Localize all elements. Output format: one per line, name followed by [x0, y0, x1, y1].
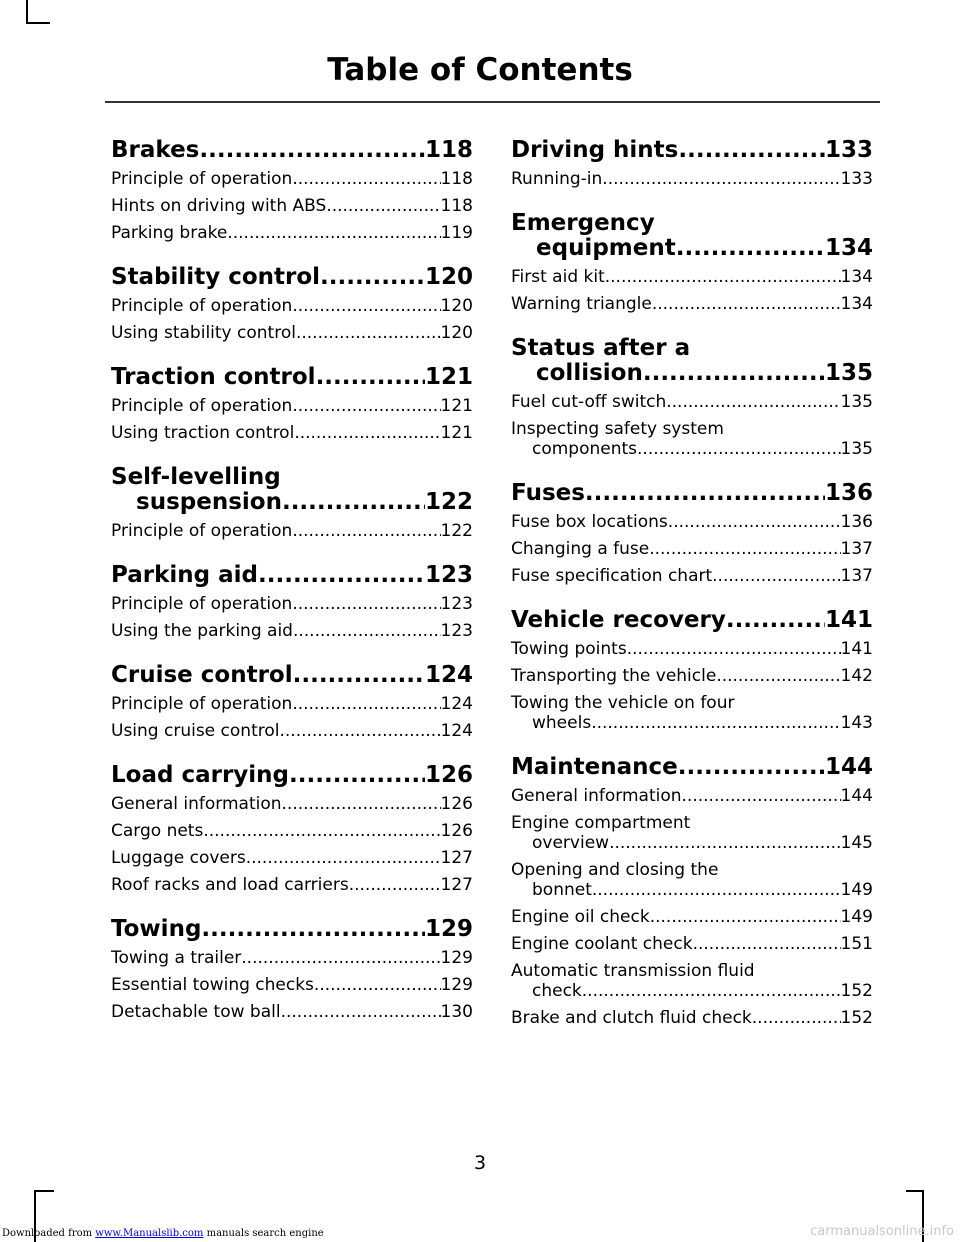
entry-page: 134 [840, 267, 873, 287]
section-heading[interactable] [111, 763, 473, 788]
toc-entry[interactable] [511, 813, 873, 853]
entry-label: Fuel cut-off switch [511, 392, 667, 412]
dot-leader [289, 763, 425, 788]
entry-label: Changing a fuse [511, 539, 650, 559]
entry-page: 118 [440, 196, 473, 216]
toc-entry[interactable] [111, 323, 473, 343]
toc-entry[interactable] [511, 539, 873, 559]
section-title: Self-levelling [111, 464, 281, 490]
section-heading[interactable] [511, 138, 873, 163]
entry-page: 149 [840, 880, 873, 900]
dot-leader [609, 833, 840, 853]
entry-page: 142 [840, 666, 873, 686]
crop-mark-top-left [26, 0, 28, 24]
dot-leader [668, 512, 841, 532]
entry-label: Automatic transmission fluid [511, 961, 755, 981]
section-title-line2: suspension [136, 489, 282, 515]
entry-page: 124 [440, 694, 473, 714]
entry-label: Principle of operation [111, 169, 293, 189]
dot-leader [650, 907, 841, 927]
section-title-continued [511, 236, 873, 261]
entry-page: 126 [440, 794, 473, 814]
entry-label-line2: overview [532, 833, 610, 853]
section-title: Load carrying [111, 762, 290, 788]
toc-section [511, 336, 873, 459]
dot-leader [678, 755, 825, 780]
dot-leader [649, 539, 840, 559]
entry-page: 129 [440, 975, 473, 995]
entry-label: Opening and closing the [511, 860, 719, 880]
page-number: 3 [473, 1152, 487, 1174]
entry-label: Hints on driving with ABS [111, 196, 327, 216]
entry-label: Principle of operation [111, 296, 293, 316]
dot-leader [326, 196, 440, 216]
toc-entry[interactable] [111, 875, 473, 895]
entry-label-continued [511, 981, 873, 1001]
dot-leader [716, 666, 840, 686]
entry-page: 127 [440, 848, 473, 868]
entry-page: 145 [840, 833, 873, 853]
toc-entry[interactable] [111, 975, 473, 995]
footer-suffix: manuals search engine [203, 1228, 324, 1239]
section-title-continued [511, 361, 873, 386]
entry-page: 136 [840, 512, 873, 532]
toc-entry[interactable] [111, 821, 473, 841]
toc-section [111, 465, 473, 541]
dot-leader [258, 563, 425, 588]
section-page: 136 [824, 480, 873, 506]
section-title: Driving hints [511, 137, 679, 163]
title-divider [105, 101, 880, 103]
dot-leader [296, 323, 441, 343]
toc-entry[interactable] [111, 396, 473, 416]
entry-label: Roof racks and load carriers [111, 875, 349, 895]
entry-label-continued [511, 439, 873, 459]
entry-label: Using the parking aid [111, 621, 293, 641]
toc-entry[interactable] [111, 594, 473, 614]
dot-leader [241, 948, 440, 968]
entry-page: 135 [840, 439, 873, 459]
entry-label: Detachable tow ball [111, 1002, 281, 1022]
entry-page: 143 [840, 713, 873, 733]
dot-leader [293, 621, 441, 641]
watermark: carmanualsonline.info [810, 1224, 954, 1239]
toc-entry[interactable] [111, 169, 473, 189]
crop-mark-bottom-left [34, 1190, 54, 1192]
entry-page: 121 [440, 423, 473, 443]
section-page: 120 [424, 264, 473, 290]
dot-leader [693, 934, 841, 954]
toc-entry[interactable] [511, 786, 873, 806]
toc-entry[interactable] [511, 907, 873, 927]
entry-label-continued [511, 713, 873, 733]
dot-leader [585, 481, 825, 506]
section-heading[interactable] [111, 663, 473, 688]
entry-page: 144 [840, 786, 873, 806]
entry-page: 129 [440, 948, 473, 968]
toc-section [111, 563, 473, 641]
dot-leader [652, 294, 841, 314]
toc-entry[interactable] [111, 794, 473, 814]
section-title-line2: equipment [536, 235, 676, 261]
entry-label: Towing points [511, 639, 627, 659]
section-heading[interactable] [511, 755, 873, 780]
toc-entry[interactable] [511, 639, 873, 659]
dot-leader [676, 236, 825, 261]
entry-label: Fuse box locations [511, 512, 668, 532]
entry-label: General information [111, 794, 282, 814]
section-heading[interactable] [111, 917, 473, 942]
dot-leader [602, 169, 840, 189]
toc-entry[interactable] [511, 169, 873, 189]
toc-section [511, 755, 873, 1028]
toc-section [511, 138, 873, 189]
toc-right-column [511, 138, 873, 1050]
section-title: Fuses [511, 480, 585, 506]
toc-section [111, 663, 473, 741]
toc-entry[interactable] [511, 961, 873, 1001]
toc-entry[interactable] [511, 1008, 873, 1028]
dot-leader [292, 169, 440, 189]
entry-page: 134 [840, 294, 873, 314]
entry-label: Transporting the vehicle [511, 666, 717, 686]
entry-label: Towing the vehicle on four [511, 693, 735, 713]
section-page: 123 [424, 562, 473, 588]
section-page: 124 [424, 662, 473, 688]
dot-leader [282, 490, 425, 515]
section-title: Emergency [511, 210, 655, 236]
dot-leader [282, 794, 441, 814]
dot-leader [582, 981, 841, 1001]
dot-leader [726, 608, 825, 633]
toc-section [111, 265, 473, 343]
entry-label: Luggage covers [111, 848, 246, 868]
section-heading[interactable] [111, 138, 473, 163]
entry-page: 151 [840, 934, 873, 954]
section-page: 126 [424, 762, 473, 788]
entry-label: Engine oil check [511, 907, 650, 927]
section-heading[interactable] [111, 563, 473, 588]
toc-entry[interactable] [111, 1002, 473, 1022]
crop-mark-bottom-right [906, 1190, 924, 1192]
entry-page: 122 [440, 521, 473, 541]
toc-entry[interactable] [111, 848, 473, 868]
dot-leader [203, 821, 440, 841]
section-heading[interactable] [511, 481, 873, 506]
section-title: Brakes [111, 137, 200, 163]
entry-page: 121 [440, 396, 473, 416]
entry-page: 137 [840, 566, 873, 586]
toc-entry[interactable] [511, 693, 873, 733]
entry-label: Warning triangle [511, 294, 652, 314]
entry-page: 123 [440, 594, 473, 614]
dot-leader [314, 975, 441, 995]
entry-page: 152 [840, 1008, 873, 1028]
toc-entry[interactable] [111, 721, 473, 741]
dot-leader [627, 639, 841, 659]
dot-leader [678, 138, 825, 163]
entry-label: Principle of operation [111, 396, 293, 416]
entry-page: 130 [440, 1002, 473, 1022]
toc-entry[interactable] [511, 267, 873, 287]
section-title: Cruise control [111, 662, 293, 688]
toc-entry[interactable] [111, 948, 473, 968]
dot-leader [637, 439, 841, 459]
dot-leader [201, 917, 425, 942]
section-page: 129 [424, 916, 473, 942]
entry-page: 119 [440, 223, 473, 243]
dot-leader [349, 875, 441, 895]
dot-leader [591, 713, 840, 733]
section-heading[interactable] [511, 608, 873, 633]
toc-section [511, 211, 873, 314]
dot-leader [292, 694, 440, 714]
dot-leader [292, 296, 440, 316]
entry-label: Principle of operation [111, 521, 293, 541]
entry-label: Inspecting safety system [511, 419, 724, 439]
dot-leader [712, 566, 840, 586]
entry-label: Using cruise control [111, 721, 280, 741]
toc-entry[interactable] [111, 521, 473, 541]
entry-page: 135 [840, 392, 873, 412]
section-heading[interactable] [511, 336, 873, 386]
entry-page: 127 [440, 875, 473, 895]
entry-label-continued [511, 880, 873, 900]
entry-label: Engine compartment [511, 813, 691, 833]
section-title-line2: collision [536, 360, 643, 386]
dot-leader [666, 392, 840, 412]
toc-entry[interactable] [511, 934, 873, 954]
toc-entry[interactable] [111, 296, 473, 316]
entry-label-line2: check [532, 981, 582, 1001]
toc-section [111, 917, 473, 1022]
entry-label-continued [511, 833, 873, 853]
toc-section [511, 608, 873, 733]
section-page: 144 [824, 754, 873, 780]
toc-entry[interactable] [511, 294, 873, 314]
dot-leader [293, 663, 425, 688]
dot-leader [592, 880, 841, 900]
entry-page: 124 [440, 721, 473, 741]
toc-section [511, 481, 873, 586]
dot-leader [320, 265, 425, 290]
dot-leader [605, 267, 841, 287]
dot-leader [643, 361, 825, 386]
entry-label: Using stability control [111, 323, 296, 343]
entry-label: Principle of operation [111, 594, 293, 614]
section-title: Vehicle recovery [511, 607, 726, 633]
dot-leader [281, 1002, 441, 1022]
section-page: 134 [824, 235, 873, 261]
entry-label: Essential towing checks [111, 975, 314, 995]
section-title: Status after a [511, 335, 691, 361]
toc-entry[interactable] [511, 566, 873, 586]
dot-leader [246, 848, 441, 868]
entry-label-line2: wheels [532, 713, 592, 733]
section-page: 122 [424, 489, 473, 515]
entry-page: 152 [840, 981, 873, 1001]
toc-entry[interactable] [511, 666, 873, 686]
crop-mark-top-left [26, 22, 50, 24]
entry-page: 137 [840, 539, 873, 559]
toc-entry[interactable] [111, 694, 473, 714]
entry-label: Brake and clutch fluid check [511, 1008, 752, 1028]
entry-label-line2: components [532, 439, 638, 459]
entry-page: 141 [840, 639, 873, 659]
section-title: Traction control [111, 364, 316, 390]
section-page: 141 [824, 607, 873, 633]
section-title: Stability control [111, 264, 321, 290]
toc-section [111, 138, 473, 243]
section-page: 121 [424, 364, 473, 390]
footer-prefix: Downloaded from [2, 1228, 96, 1239]
entry-label-line2: bonnet [532, 880, 592, 900]
section-heading[interactable] [111, 265, 473, 290]
page-title: Table of Contents [327, 52, 633, 88]
section-heading[interactable] [111, 465, 473, 515]
dot-leader [279, 721, 440, 741]
entry-label: Using traction control [111, 423, 295, 443]
manualslib-link[interactable]: www.Manualslib.com [95, 1228, 204, 1239]
section-title: Maintenance [511, 754, 678, 780]
toc-section [111, 365, 473, 443]
entry-label: Cargo nets [111, 821, 204, 841]
download-footer [2, 1228, 324, 1239]
toc-entry[interactable] [111, 423, 473, 443]
entry-page: 118 [440, 169, 473, 189]
section-page: 135 [824, 360, 873, 386]
toc-entry[interactable] [511, 860, 873, 900]
dot-leader [227, 223, 440, 243]
entry-label: First aid kit [511, 267, 605, 287]
section-title: Towing [111, 916, 202, 942]
dot-leader [316, 365, 425, 390]
section-heading[interactable] [511, 211, 873, 261]
dot-leader [292, 396, 440, 416]
entry-label: Parking brake [111, 223, 228, 243]
entry-label: Towing a trailer [111, 948, 242, 968]
dot-leader [292, 521, 440, 541]
section-heading[interactable] [111, 365, 473, 390]
toc-entry[interactable] [511, 512, 873, 532]
toc-entry[interactable] [111, 621, 473, 641]
entry-label: Running-in [511, 169, 603, 189]
entry-page: 123 [440, 621, 473, 641]
entry-label: Principle of operation [111, 694, 293, 714]
section-page: 133 [824, 137, 873, 163]
toc-entry[interactable] [511, 419, 873, 459]
entry-page: 126 [440, 821, 473, 841]
entry-label: General information [511, 786, 682, 806]
dot-leader [752, 1008, 841, 1028]
entry-page: 120 [440, 296, 473, 316]
entry-page: 120 [440, 323, 473, 343]
toc-left-column [111, 138, 473, 1044]
dot-leader [682, 786, 841, 806]
toc-section [111, 763, 473, 895]
entry-page: 149 [840, 907, 873, 927]
section-title: Parking aid [111, 562, 258, 588]
section-title-continued [111, 490, 473, 515]
toc-entry[interactable] [111, 223, 473, 243]
entry-page: 133 [840, 169, 873, 189]
dot-leader [199, 138, 425, 163]
dot-leader [294, 423, 440, 443]
toc-entry[interactable] [111, 196, 473, 216]
section-page: 118 [424, 137, 473, 163]
entry-label: Fuse specification chart [511, 566, 713, 586]
entry-label: Engine coolant check [511, 934, 693, 954]
dot-leader [292, 594, 440, 614]
toc-entry[interactable] [511, 392, 873, 412]
